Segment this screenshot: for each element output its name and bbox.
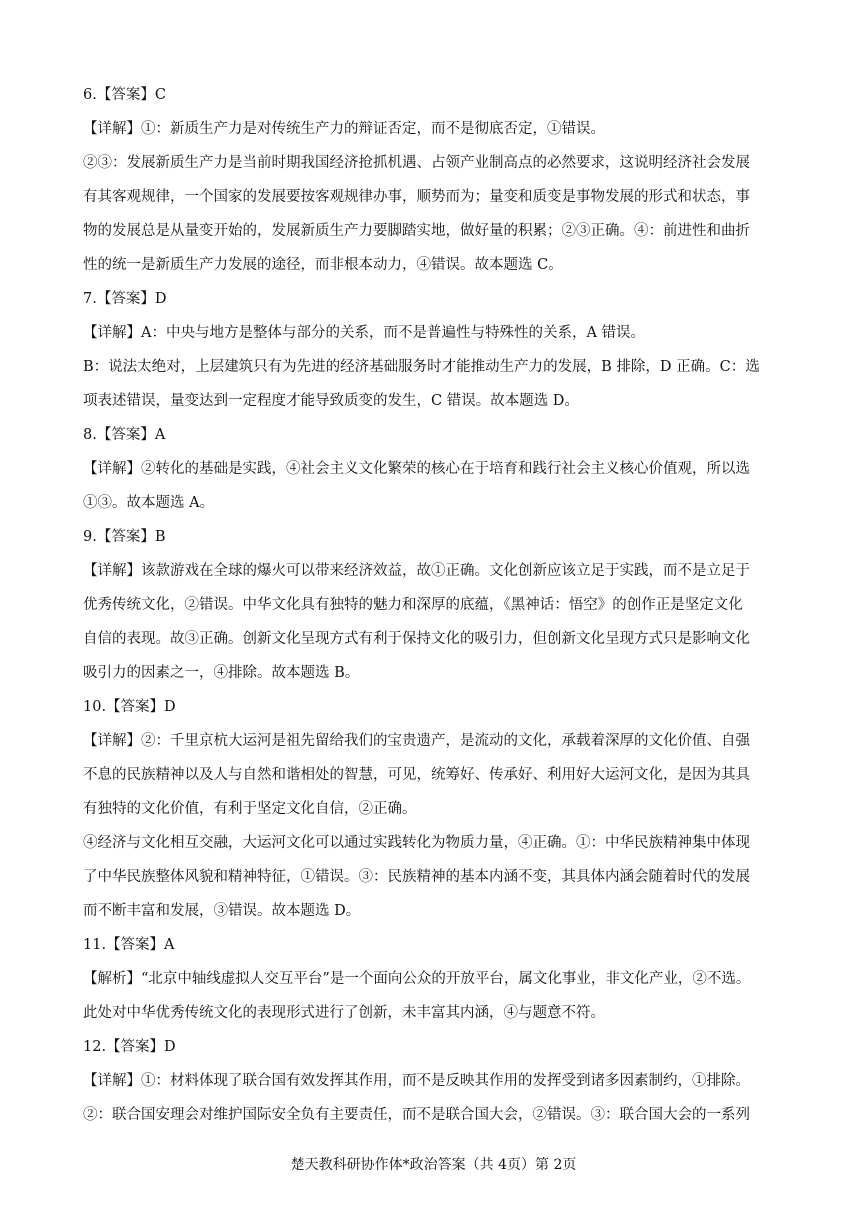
explanation-line: B：说法太绝对，上层建筑只有为先进的经济基础服务时才能推动生产力的发展，B 排除，D 正确。C：选 bbox=[83, 359, 760, 375]
explanation-line: 【解析】“北京中轴线虚拟人交互平台”是一个面向公众的开放平台，属文化事业，非文化产业，②不选。 bbox=[83, 971, 751, 987]
answer-heading: 11.【答案】A bbox=[83, 937, 175, 953]
explanation-line: 【详解】②转化的基础是实践，④社会主义文化繁荣的核心在于培育和践行社会主义核心价值观，所以选 bbox=[83, 461, 750, 477]
page-footer: 楚天教科研协作体*政治答案（共 4页）第 2页 bbox=[290, 1157, 577, 1173]
explanation-line: 了中华民族整体风貌和精神特征，①错误。③：民族精神的基本内涵不变，其具体内涵会随着时代的发展 bbox=[83, 869, 750, 885]
explanation-line: 而不断丰富和发展，③错误。故本题选 D。 bbox=[83, 903, 361, 919]
answer-heading: 10.【答案】D bbox=[83, 699, 176, 715]
explanation-line: 项表述错误，量变达到一定程度才能导致质变的发生，C 错误。故本题选 D。 bbox=[83, 393, 579, 409]
explanation-line: 吸引力的因素之一，④排除。故本题选 B。 bbox=[83, 665, 360, 681]
answer-heading: 12.【答案】D bbox=[83, 1039, 176, 1055]
explanation-line: 优秀传统文化，②错误。中华文化具有独特的魅力和深厚的底蕴，《黑神话：悟空》的创作正是坚定文化 bbox=[83, 597, 743, 613]
explanation-line: ④经济与文化相互交融，大运河文化可以通过实践转化为物质力量，④正确。①：中华民族精神集中体现 bbox=[83, 835, 750, 851]
explanation-line: 不息的民族精神以及人与自然和谐相处的智慧，可见，统筹好、传承好、利用好大运河文化，是因为其具 bbox=[83, 767, 750, 783]
explanation-line: 【详解】②：千里京杭大运河是祖先留给我们的宝贵遗产，是流动的文化，承载着深厚的文化价值、自强 bbox=[83, 733, 750, 749]
explanation-line: ②：联合国安理会对维护国际安全负有主要责任，而不是联合国大会，②错误。③：联合国大会的一系列 bbox=[83, 1107, 750, 1123]
explanation-line: 自信的表现。故③正确。创新文化呈现方式有利于保持文化的吸引力，但创新文化呈现方式只是影响文化 bbox=[83, 631, 750, 647]
explanation-line: 【详解】A：中央与地方是整体与部分的关系，而不是普遍性与特殊性的关系，A 错误。 bbox=[83, 325, 646, 341]
explanation-line: 【详解】①：材料体现了联合国有效发挥其作用，而不是反映其作用的发挥受到诸多因素制约，①排除。 bbox=[83, 1073, 750, 1089]
explanation-line: 性的统一是新质生产力发展的途径，而非根本动力，④错误。故本题选 C。 bbox=[83, 257, 563, 273]
explanation-line: 有独特的文化价值，有利于坚定文化自信，②正确。 bbox=[83, 801, 417, 817]
answer-heading: 8.【答案】A bbox=[83, 427, 166, 443]
explanation-line: 此处对中华优秀传统文化的表现形式进行了创新，未丰富其内涵，④与题意不符。 bbox=[83, 1005, 605, 1021]
answer-page-body bbox=[83, 78, 787, 1132]
explanation-line: 有其客观规律，一个国家的发展要按客观规律办事，顺势而为；量变和质变是事物发展的形式和状态，事 bbox=[83, 189, 750, 205]
explanation-line: 【详解】该款游戏在全球的爆火可以带来经济效益，故①正确。文化创新应该立足于实践，而不是立足于 bbox=[83, 563, 750, 579]
explanation-line: ①③。故本题选 A。 bbox=[83, 495, 215, 511]
explanation-line: 【详解】①：新质生产力是对传统生产力的辩证否定，而不是彻底否定，①错误。 bbox=[83, 121, 605, 137]
answer-heading: 7.【答案】D bbox=[83, 291, 167, 307]
explanation-line: ②③：发展新质生产力是当前时期我国经济抢抓机遇、占领产业制高点的必然要求，这说明经济社会发展 bbox=[83, 155, 750, 171]
answer-heading: 6.【答案】C bbox=[83, 87, 166, 103]
answer-heading: 9.【答案】B bbox=[83, 529, 166, 545]
explanation-line: 物的发展总是从量变开始的，发展新质生产力要脚踏实地，做好量的积累；②③正确。④：前进性和曲折 bbox=[83, 223, 750, 239]
